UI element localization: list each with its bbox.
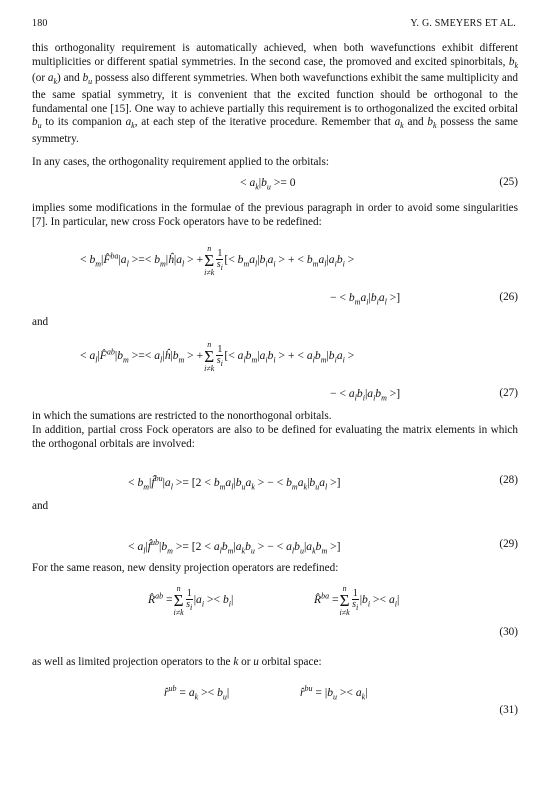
equation-number-30: (30) [499,626,518,638]
equation-number-26: (26) [499,291,518,303]
paragraph-1: this orthogonality requirement is automatically achieved, when both wavefunctions exhibit different multiplicities or different spatial symmetries. In the second case, the promoved and excited spinorbitals, $b_k$ (or $a_k$) and $b_u$ possess also different symmetries. When both wavefunctions exhibit the same multiplicity and the same spatial symmetry, it is convenient that the excited function should be orthogonal to the fundamental one [15]. One way to achieve partially this requirement is to orthogonalized the excited orbital $b_u$ to its companion $a_k$, at each step of the iterative procedure. Remember that $a_k$ and $b_k$ possess the same symmetry. [32,42,519,146]
equation-29: < $a_l|f̂^{ub}|b_m >= [2 < a_lb_m|a_kb_u$ > − < $a_lb_u|a_kb_m$ >] [128,538,341,556]
paragraph-4: in which the sumations are restricted to the nonorthogonal orbitals. [32,410,332,422]
equation-number-29: (29) [499,538,518,550]
equation-27-line1: < $a_l|F̂^{ab}|b_m$ >=< $a_l|ĥ|b_m$ > + n Σ i≠k $\frac{1}{s_i}$ [< $a_lb_m|a_ib_i$ > + < $a_lb_m|b_ia_i$ > [80,340,355,373]
paragraph-2: In any cases, the orthogonality requirement applied to the orbitals: [32,156,330,168]
equation-30-left: R̂$^{ab}$ = n Σ i≠k $\frac{1}{s_i}$ $|a_i >< b_i|$ [148,584,234,617]
equation-26-line2: − < $b_ma_i|b_ia_l$ >] [330,291,401,307]
page-header [32,18,516,32]
paragraph-3: implies some modifications in the formulae of the previous paragraph in order to avoid some singularities [7]. In particular, new cross Fock operators have to be redefined: [32,202,518,228]
equation-number-28: (28) [499,474,518,486]
paragraph-6: For the same reason, new density projection operators are redefined: [32,562,339,574]
equation-28: < $b_m|f̂^{bu}|a_l >= [2 < b_ma_l|b_ua_k$ > − < $b_ma_k|b_ua_l$ >] [128,474,341,492]
equation-number-31: (31) [499,704,518,716]
equation-number-27: (27) [499,387,518,399]
equation-31-right: r̂$^{bu}$ = $|b_u >< a_k|$ [300,684,368,702]
paragraph-5: In addition, partial cross Fock operators are also to be defined for evaluating the matrix elements in which the orthogonal orbitals are involved: [32,424,518,450]
and-1: and [32,316,49,328]
page-number: 180 [32,18,48,29]
and-2: and [32,500,49,512]
paragraph-7: as well as limited projection operators to the k or u orbital space: [32,656,322,668]
equation-number-25: (25) [499,176,518,188]
running-head: Y. G. SMEYERS ET AL. [410,18,516,29]
equation-25: < $a_k|b_u >= 0$ [240,176,296,192]
equation-26-line1: < $b_m|F̂^{ba}|a_l$ >=< $b_m|ĥ|a_l$ > + n Σ i≠k $\frac{1}{s_i}$ [< $b_ma_l|b_ia_i$ > + < $b_ma_l|a_ib_i$ > [80,244,355,277]
equation-27-line2: − < $a_lb_i|a_ib_m$ >] [330,387,401,403]
equation-31-left: r̂$^{ub}$ = $a_k >< b_u|$ [164,684,230,702]
equation-30-right: R̂$^{ba}$ = n Σ i≠k $\frac{1}{s_i}$ $|b_i >< a_i|$ [314,584,400,617]
